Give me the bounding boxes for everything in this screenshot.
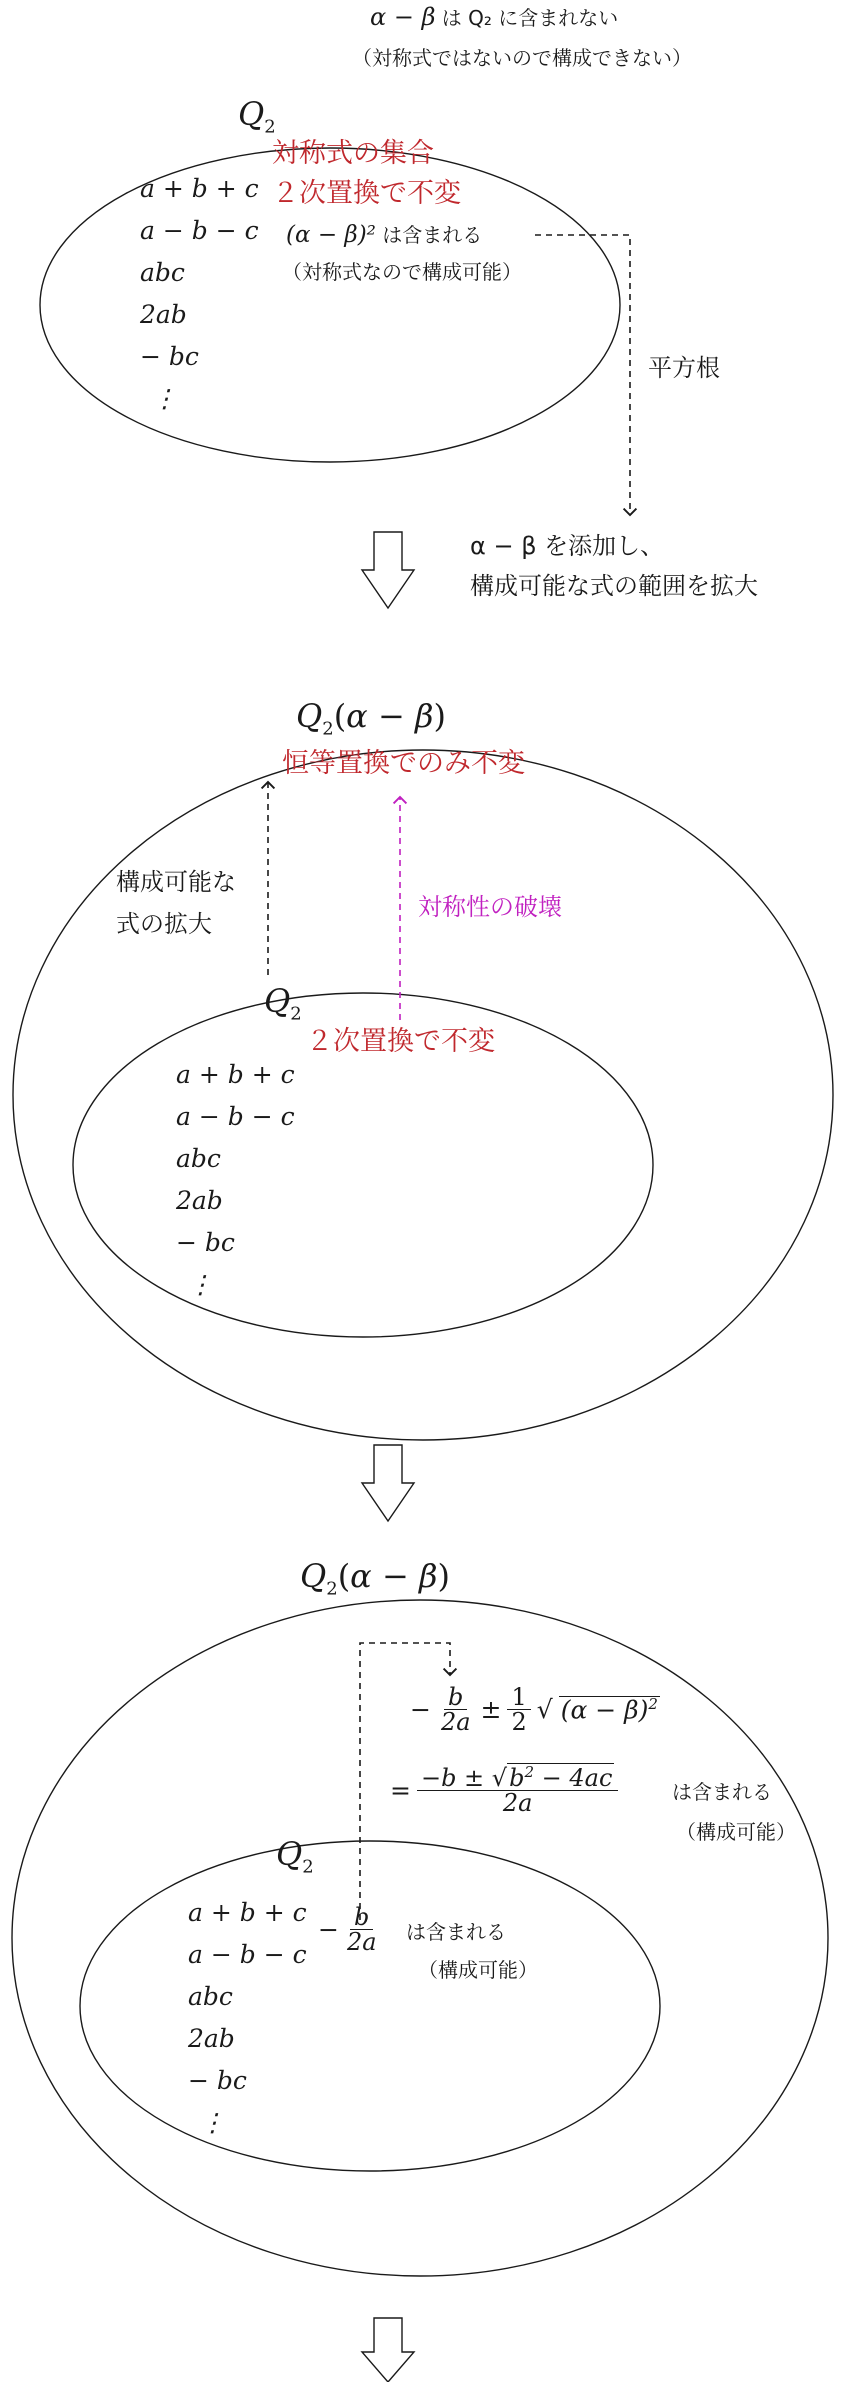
caption-sub: （対称式ではないので構成できない） (352, 46, 692, 70)
formula-line-1: − $\frac{b}{2a}$ ± $\frac{1}{2}$ √ $(\alpha - \beta)^2$ (410, 1683, 658, 1736)
p3-element-4: 2ab (188, 2024, 235, 2053)
q2-alpha-beta-label-3: $Q_2(\alpha - \beta)$ (300, 1557, 450, 1600)
square-included (286, 224, 482, 247)
element-2: a − b − c (140, 216, 259, 245)
element-1: a + b + c (140, 174, 259, 203)
element-4: 2ab (140, 300, 187, 329)
adjoin-line-2: 構成可能な式の範囲を拡大 (470, 572, 758, 600)
formula-quadratic: $\frac{-b \pm √b^2 - 4ac}{2a}$ (417, 1765, 618, 1815)
p3-element-2: a − b − c (188, 1940, 307, 1969)
inner-included: は含まれる (406, 1920, 506, 1944)
caption-text: は Q₂ に含まれない (435, 6, 619, 30)
down-arrow-2 (362, 1445, 414, 1521)
red-symmetric-set: 対称式の集合 (272, 138, 434, 169)
red-invariant-2: ２次置換で不変 (272, 178, 461, 209)
caption-expr: α − β (370, 3, 436, 31)
square-note: （対称式なので構成可能） (282, 260, 522, 284)
expand-line-2: 式の拡大 (116, 910, 212, 938)
adjoin-line-1: α − β を添加し、 (470, 532, 665, 560)
p2-element-5: − bc (176, 1228, 235, 1257)
square-expr: (α − β)² (286, 222, 376, 248)
p2-element-3: abc (176, 1144, 221, 1173)
red-invariant-2-inner: ２次置換で不変 (306, 1026, 495, 1057)
p2-element-2: a − b − c (176, 1102, 295, 1131)
p3-element-3: abc (188, 1982, 233, 2011)
q2-alpha-beta-label: $Q_2(\alpha - \beta)$ (296, 697, 446, 740)
p2-element-ellipsis: ⋮ (188, 1270, 213, 1299)
element-3: abc (140, 258, 185, 287)
root-label: 平方根 (648, 354, 720, 382)
inner-constructible: （構成可能） (418, 1958, 538, 1982)
element-ellipsis: ⋮ (152, 384, 177, 413)
p3-element-1: a + b + c (188, 1898, 307, 1927)
p2-element-4: 2ab (176, 1186, 223, 1215)
p3-element-5: − bc (188, 2066, 247, 2095)
element-5: − bc (140, 342, 199, 371)
q2-label: $Q_2$ (238, 95, 276, 138)
formula-constructible: （構成可能） (676, 1820, 796, 1844)
p3-element-ellipsis: ⋮ (200, 2108, 225, 2137)
inner-minus-b-over-2a: − $\frac{b}{2a}$ (318, 1903, 377, 1956)
top-caption (370, 5, 618, 29)
p2-element-1: a + b + c (176, 1060, 295, 1089)
down-arrow-1 (362, 532, 414, 608)
symmetry-break-label: 対称性の破壊 (418, 893, 562, 921)
down-arrow-3 (362, 2318, 414, 2382)
expand-line-1: 構成可能な (116, 868, 236, 896)
formula-frac-1-2: $\frac{1}{2}$ (507, 1685, 530, 1734)
inner-q2-label: $Q_2$ (264, 982, 302, 1025)
red-identity-only: 恒等置換でのみ不変 (282, 748, 525, 779)
formula-frac-b-2a: $\frac{b}{2a}$ (440, 1683, 471, 1736)
formula-line-2: = $\frac{-b \pm √b^2 - 4ac}{2a}$ (390, 1765, 618, 1815)
formula-included: は含まれる (672, 1780, 772, 1804)
square-text: は含まれる (375, 223, 483, 247)
q2-alpha-beta-outer-ellipse (13, 750, 833, 1440)
q2-inner-ellipse-3 (80, 1841, 660, 2171)
inner-q2-label-3: $Q_2$ (276, 1835, 314, 1878)
